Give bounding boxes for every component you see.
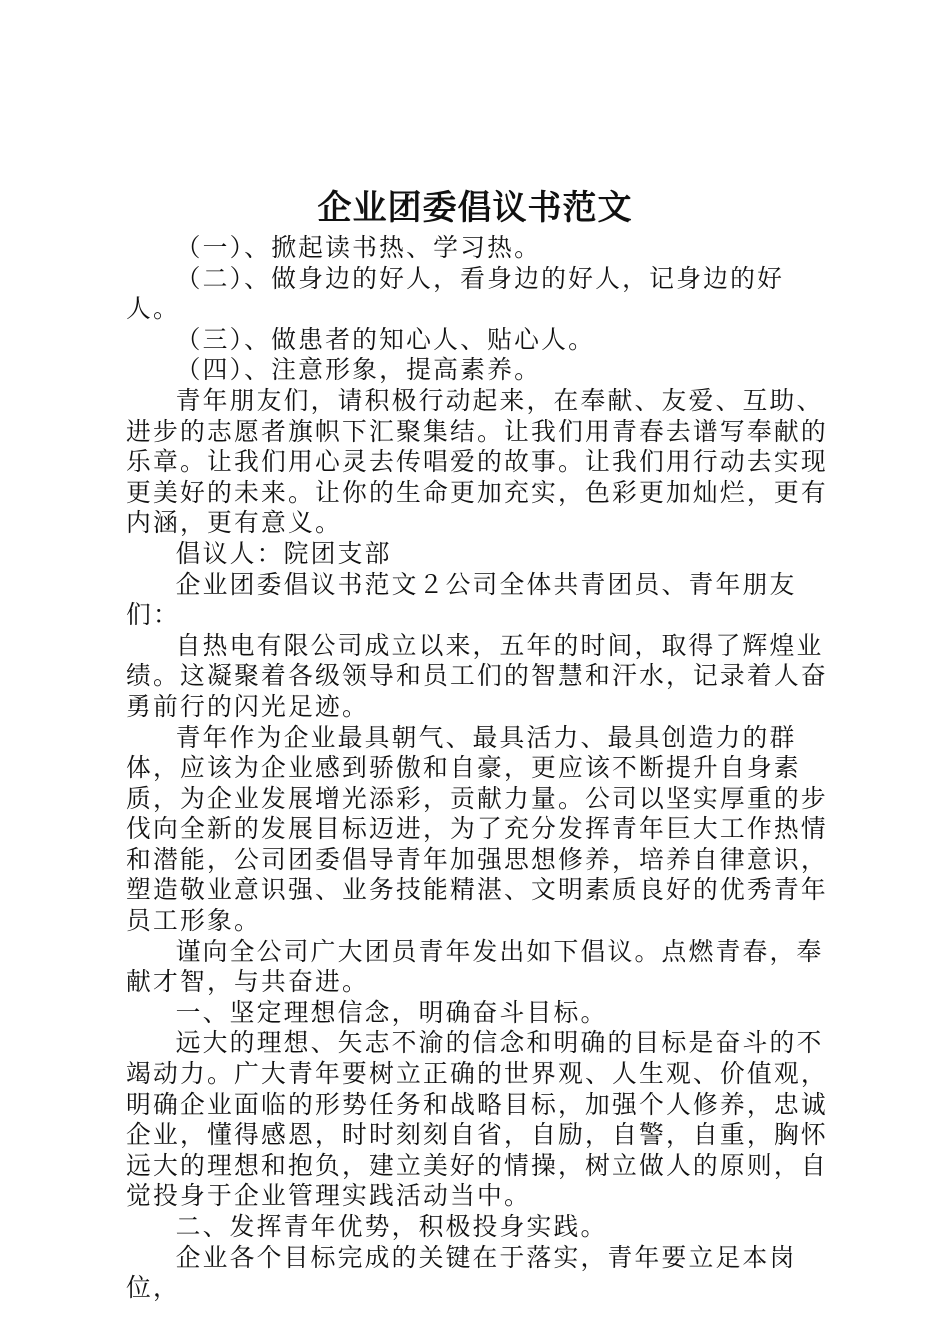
heading-section-1: 一、坚定理想信念，明确奋斗目标。 [175, 997, 608, 1027]
document-body [126, 233, 832, 1304]
paragraph-item-1: （一）、掀起读书热、学习热。 [175, 233, 542, 262]
heading-section-2: 二、发挥青年优势，积极投身实践。 [175, 1212, 608, 1241]
paragraph-practice: 企业各个目标完成的关键在于落实，青年要立足本岗位， [126, 1242, 797, 1303]
paragraph-item-4: （四）、注意形象，提高素养。 [175, 355, 542, 385]
paragraph-item-2: （二）、做身边的好人，看身边的好人，记身边的好人。 [126, 263, 785, 324]
paragraph-sample-2-salutation: 企业团委倡议书范文２公司全体共青团员、青年朋友们： [126, 569, 797, 630]
document-title: 企业团委倡议书范文 [317, 188, 633, 228]
paragraph-item-3: （三）、做患者的知心人、贴心人。 [175, 324, 596, 354]
paragraph-initiator: 倡议人：院团支部 [175, 538, 392, 568]
paragraph-company-history: 自热电有限公司成立以来，五年的时间，取得了辉煌业绩。这凝聚着各级领导和员工们的智慧和汗水，记录着人奋勇前行的闪光足迹。 [126, 630, 828, 721]
paragraph-proposal-intro: 谨向全公司广大团员青年发出如下倡议。点燃青春，奉献才智，与共奋进。 [126, 936, 824, 997]
paragraph-youth-role: 青年作为企业最具朝气、最具活力、最具创造力的群体，应该为企业感到骄傲和自豪，更应该不断提升自身素质，为企业发展增光添彩，贡献力量。公司以坚实厚重的步伐向全新的发展目标迈进，为了充分发挥青年巨大工作热情和潜能，公司团委倡导青年加强思想修养，培养自律意识，塑造敬业意识强、业务技能精湛、文明素质良好的优秀青年员工形象。 [126, 722, 828, 936]
paragraph-youth-call: 青年朋友们，请积极行动起来，在奉献、友爱、互助、进步的志愿者旗帜下汇聚集结。让我们用青春去谱写奉献的乐章。让我们用心灵去传唱爱的故事。让我们用行动去实现更美好的未来。让你的生命更加充实，色彩更加灿烂，更有内涵，更有意义。 [126, 385, 828, 538]
paragraph-ideals: 远大的理想、矢志不渝的信念和明确的目标是奋斗的不竭动力。广大青年要树立正确的世界观、人生观、价值观，明确企业面临的形势任务和战略目标，加强个人修养，忠诚企业，懂得感恩，时时刻刻自省，自励，自警，自重，胸怀远大的理想和抱负，建立美好的情操，树立做人的原则，自觉投身于企业管理实践活动当中。 [126, 1028, 828, 1211]
